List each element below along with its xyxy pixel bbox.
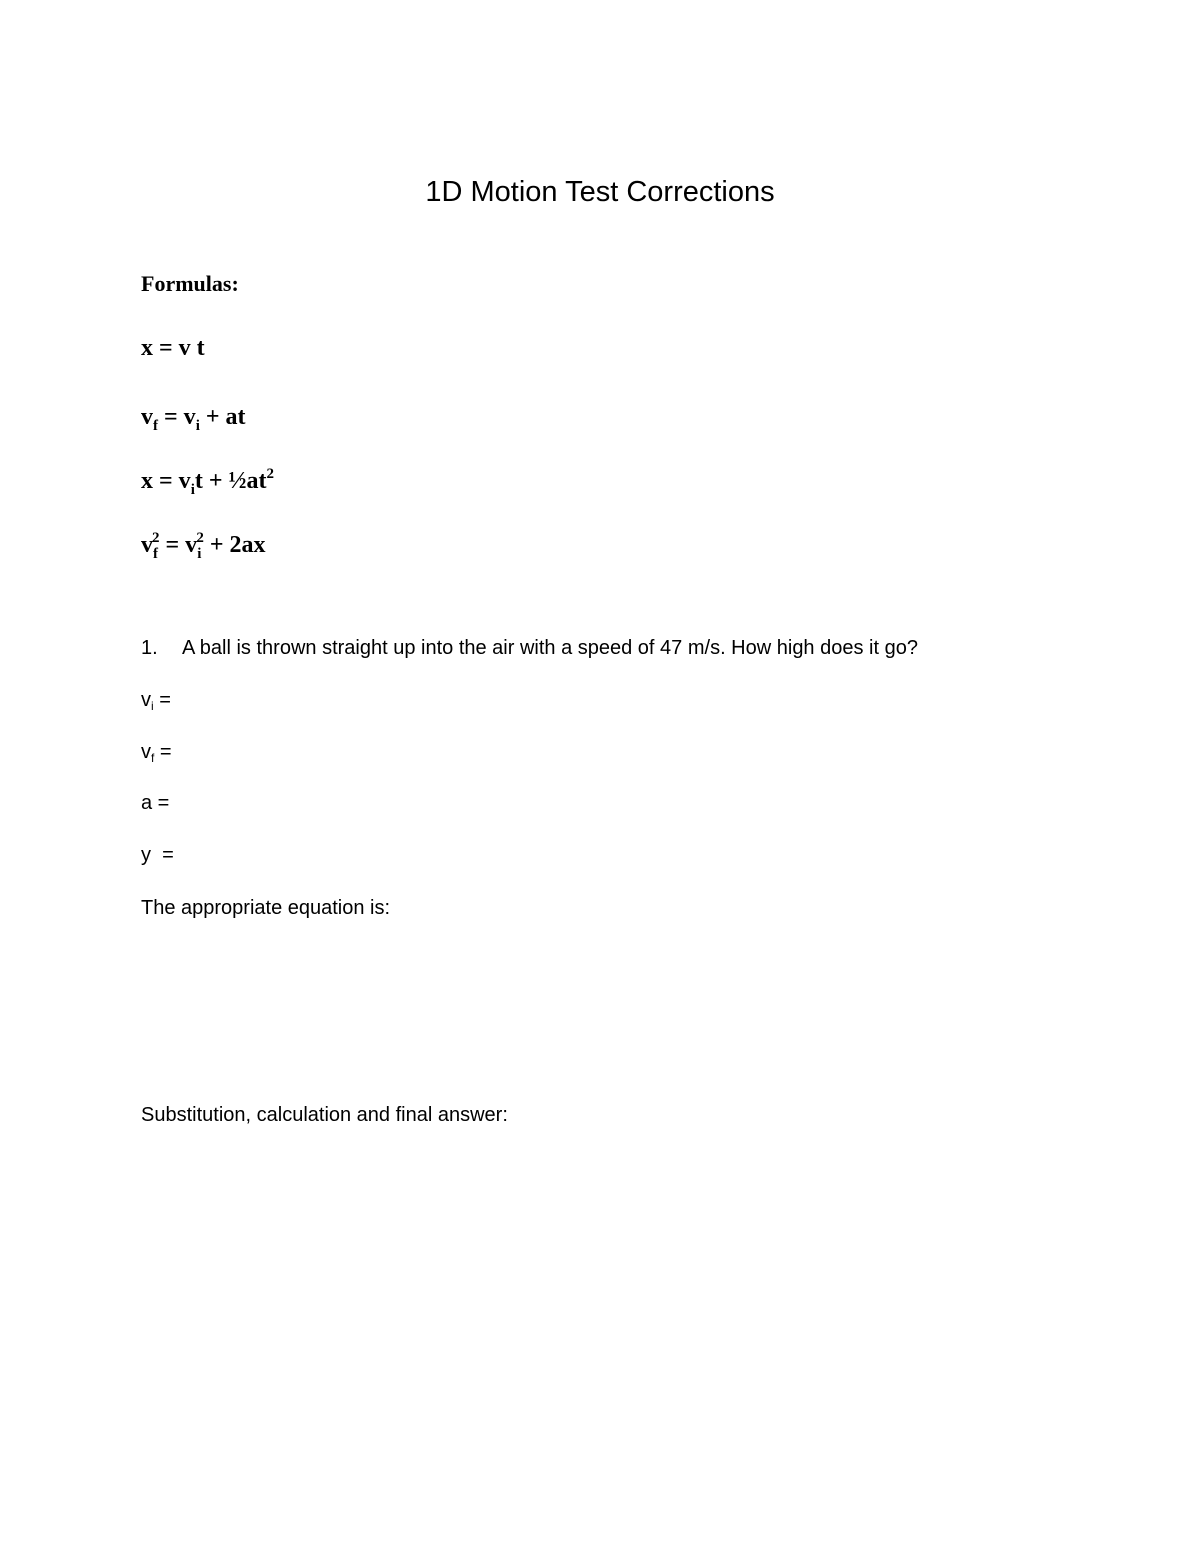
- formula-part: x = v: [141, 468, 191, 494]
- formula-part: + at: [199, 404, 246, 430]
- variable-equals: =: [154, 741, 172, 763]
- formula-displacement: [141, 464, 274, 498]
- variable-subscript: f: [151, 751, 155, 765]
- formula-subscript: i: [195, 418, 200, 434]
- variable-vf: [141, 738, 172, 766]
- formula-superscript: 2: [196, 530, 204, 546]
- formula-velocity-squared: [141, 528, 266, 562]
- formulas-heading: Formulas:: [141, 271, 239, 296]
- formula-subscript: f: [153, 418, 158, 434]
- substitution-label: Substitution, calculation and final answer:: [141, 1104, 508, 1126]
- variable-y-text: y =: [141, 844, 174, 866]
- formula-part: = v: [158, 404, 196, 430]
- variable-vi: [141, 686, 171, 714]
- page-title: 1D Motion Test Corrections: [425, 176, 775, 208]
- formula-subscript: i: [197, 546, 202, 562]
- formula-distance: [141, 331, 205, 365]
- variable-equals: =: [153, 689, 171, 711]
- variable-y: [141, 841, 174, 869]
- formula-superscript: 2: [266, 466, 275, 482]
- formula-superscript: 2: [152, 530, 160, 546]
- formula-part: + 2ax: [203, 532, 266, 558]
- formula-part: = v: [159, 532, 198, 558]
- equation-label: The appropriate equation is:: [141, 897, 391, 919]
- variable-a: a =: [141, 792, 170, 814]
- question-text: A ball is thrown straight up into the air with a speed of 47 m/s. How high does it go?: [182, 637, 918, 659]
- variable-base: v: [141, 741, 151, 763]
- formula-subscript: i: [190, 482, 195, 498]
- variable-base: v: [141, 689, 151, 711]
- formula-subscript: f: [153, 546, 158, 562]
- formula-final-velocity: [141, 400, 246, 434]
- question-number: 1.: [141, 637, 158, 659]
- formula-text: x = v t: [141, 335, 205, 361]
- formula-part: v: [141, 532, 153, 558]
- variable-subscript: i: [151, 699, 154, 713]
- formula-part: t + ½at: [194, 468, 267, 494]
- formula-part: v: [141, 404, 153, 430]
